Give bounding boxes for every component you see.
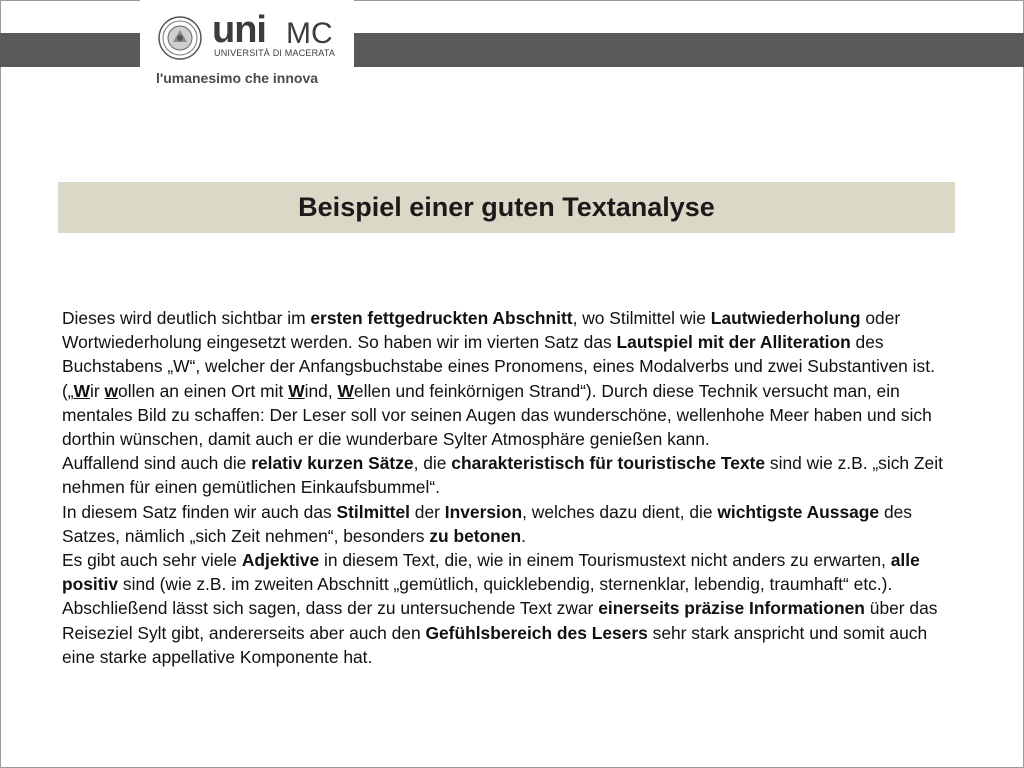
body-paragraph [62, 306, 962, 451]
text-run: ind, [304, 380, 338, 401]
text-run: über das Reiseziel Sylt gibt, andererseits aber auch den [62, 598, 938, 643]
bold-text: Lautwiederholung [710, 308, 861, 328]
bold-text: zu betonen [429, 525, 522, 546]
text-run: In diesem Satz finden wir auch das [62, 501, 337, 522]
text-run: ollen an einen Ort mit [118, 380, 289, 401]
text-run: , die [413, 453, 452, 474]
body-paragraph [62, 548, 962, 596]
body-text [62, 306, 962, 669]
text-run: ir [90, 380, 105, 401]
logo-university-name: UNIVERSITÀ DI MACERATA [214, 48, 336, 58]
text-run: in diesem Text, die, wie in einem Tourismustext nicht anders zu erwarten, [319, 550, 891, 571]
text-run: sind (wie z.B. im zweiten Abschnitt „gemütlich, quicklebendig, sternenklar, lebendig, traumhaft“ etc.). [118, 574, 893, 595]
bold-text: einerseits präzise Informationen [598, 598, 865, 619]
text-run: der [409, 501, 445, 522]
bold-text: Stilmittel [336, 501, 410, 522]
bold-text: charakteristisch für touristische Texte [451, 453, 766, 474]
bold-text: relativ kurzen Sätze [251, 453, 414, 474]
text-run: sind wie z.B. „sich Zeit nehmen für einen gemütlichen Einkaufsbummel“. [62, 453, 943, 498]
bold-text: Lautspiel mit der Alliteration [616, 332, 851, 353]
bold-text: ersten fettgedruckten Abschnitt [310, 308, 573, 328]
title-band [58, 182, 955, 233]
body-paragraph [62, 596, 962, 669]
bold-text: W [337, 380, 354, 401]
bold-text: w [104, 380, 119, 401]
text-run: des Buchstabens „W“, welcher der Anfangsbuchstabe eines Pronomens, eines Modalverbs und zwei Substantiven ist. („ [62, 332, 935, 401]
bold-text: Adjektive [241, 550, 320, 571]
text-run: , welches dazu dient, die [522, 501, 718, 522]
text-run: Auffallend sind auch die [62, 453, 252, 474]
body-paragraph [62, 500, 962, 548]
logo-brand-bold: uni [212, 9, 266, 51]
slide-title: Beispiel einer guten Textanalyse [298, 192, 715, 222]
header-band-right [354, 33, 1024, 67]
bold-text: alle positiv [62, 550, 920, 595]
text-run: Es gibt auch sehr viele [62, 550, 242, 571]
bold-text: Gefühlsbereich des Lesers [425, 622, 648, 643]
text-run: , wo Stilmittel wie [572, 308, 711, 328]
logo-brand-light: MC [286, 17, 333, 50]
text-run: sehr stark anspricht und somit auch eine starke appellative Komponente hat. [62, 622, 928, 667]
bold-text: wichtigste Aussage [717, 501, 880, 522]
text-run: Dieses wird deutlich sichtbar im [62, 308, 311, 328]
logo-tagline: l'umanesimo che innova [156, 70, 319, 86]
text-run: Abschließend lässt sich sagen, dass der zu untersuchende Text zwar [62, 598, 599, 619]
text-run: oder Wortwiederholung eingesetzt werden. So haben wir im vierten Satz das [62, 308, 901, 353]
university-logo [140, 0, 354, 92]
bold-text: W [288, 380, 305, 401]
body-paragraph [62, 451, 962, 499]
bold-text: Inversion [444, 501, 523, 522]
text-run: des Satzes, nämlich „sich Zeit nehmen“, besonders [62, 501, 912, 546]
header-band-left [0, 33, 140, 67]
text-run: . [521, 525, 526, 546]
bold-text: W [73, 380, 91, 401]
university-seal-icon [158, 16, 202, 60]
text-run: ellen und feinkörnigen Strand“). Durch diese Technik versucht man, ein mentales Bild zu schaffen: Der Leser soll vor seinen Augen das wunderschöne, wellenhohe Meer haben und sich dorthin wünschen, damit auch er die wunderbare Sylter Atmosphäre genießen kann. [62, 380, 932, 450]
